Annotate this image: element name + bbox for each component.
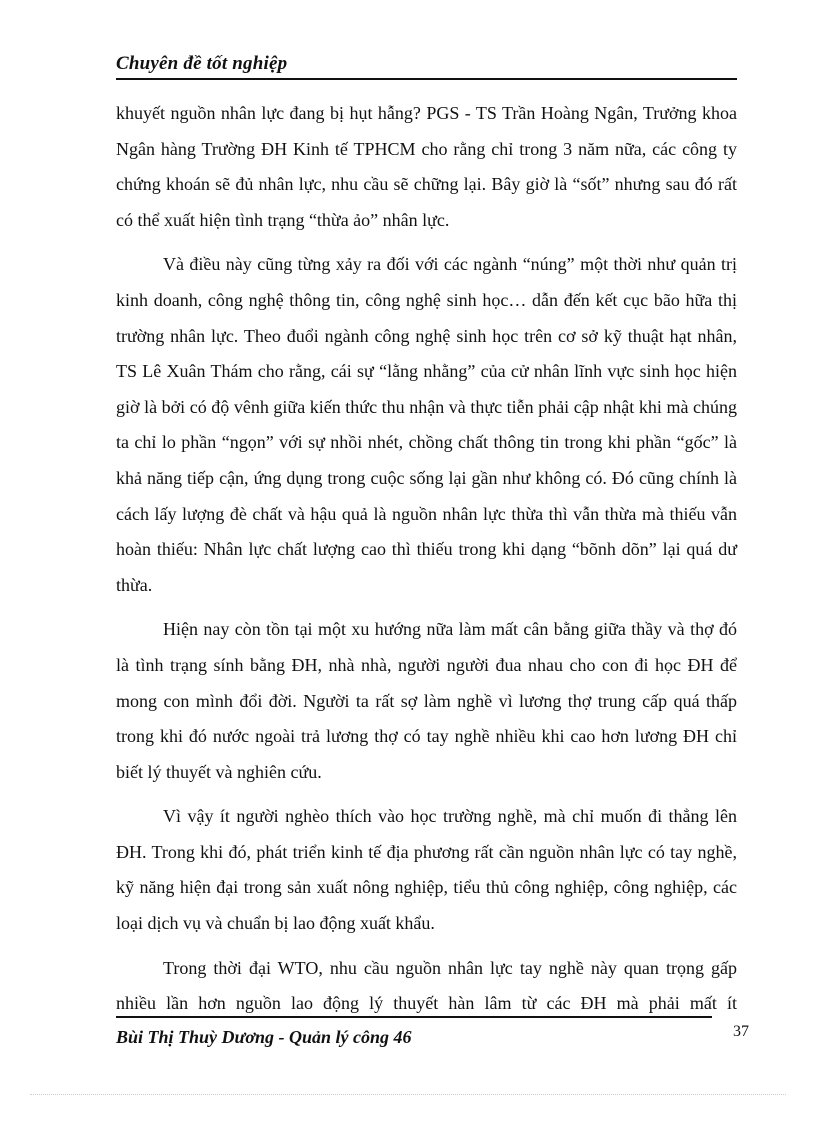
paragraph-4: Vì vậy ít người nghèo thích vào học trường nghề, mà chỉ muốn đi thẳng lên ĐH. Trong khi đó, phát triển kinh tế địa phương rất cần nguồn nhân lực có tay nghề, kỹ năng hiện đại trong sản xuất nông nghiệp, tiểu thủ công nghiệp, công nghiệp, các loại dịch vụ và chuẩn bị lao động xuất khẩu. [116, 806, 737, 934]
paragraph-2: Và điều này cũng từng xảy ra đối với các ngành “núng” một thời như quản trị kinh doanh, công nghệ thông tin, công nghệ sinh học… dẫn đến kết cục bão hữa thị trường nhân lực. Theo đuổi ngành công nghệ sinh học trên cơ sở kỹ thuật hạt nhân, TS Lê Xuân Thám cho rằng, cái sự “lằng nhằng” của cử nhân lĩnh vực sinh học hiện giờ là bởi có độ vênh giữa kiến thức thu nhận và thực tiễn phải cập nhật khi mà chúng ta chỉ lo phần “ngọn” với sự nhồi nhét, chồng chất thông tin trong khi phần “gốc” là khả năng tiếp cận, ứng dụng trong cuộc sống lại gần như không có. Đó cũng chính là cách lấy lượng đè chất và hậu quả là nguồn nhân lực thừa thì vẫn thừa mà thiếu vẫn hoàn thiếu: Nhân lực chất lượng cao thì thiếu trong khi dạng “bõnh dõn” lại quá dư thừa. [116, 254, 737, 595]
paragraph-3: Hiện nay còn tồn tại một xu hướng nữa làm mất cân bằng giữa thầy và thợ đó là tình trạng sính bằng ĐH, nhà nhà, người người đua nhau cho con đi học ĐH để mong con mình đổi đời. Người ta rất sợ làm nghề vì lương thợ trung cấp quá thấp trong khi đó nước ngoài trả lương thợ có tay nghề nhiều khi cao hơn lương ĐH chỉ biết lý thuyết và nghiên cứu. [116, 619, 737, 782]
page-number: 37 [733, 1023, 749, 1040]
paragraph-1: khuyết nguồn nhân lực đang bị hụt hẫng? PGS - TS Trần Hoàng Ngân, Trưởng khoa Ngân hàng Trường ĐH Kinh tế TPHCM cho rằng chỉ trong 3 năm nữa, các công ty chứng khoán sẽ đủ nhân lực, nhu cầu sẽ chững lại. Bây giờ là “sốt” nhưng sau đó rất có thể xuất hiện tình trạng “thừa ảo” nhân lực. [116, 103, 737, 230]
paragraph-5: Trong thời đại WTO, nhu cầu nguồn nhân lực tay nghề này quan trọng gấp nhiều lần hơn nguồn lao động lý thuyết hàn lâm từ các ĐH mà phải mất ít [116, 957, 737, 1014]
body-text [116, 96, 737, 1031]
page-header [116, 52, 737, 76]
footer-author: Bùi Thị Thuỳ Dương - Quản lý công 46 [116, 1027, 412, 1047]
footer-rule [116, 1016, 712, 1018]
header-title: Chuyên đề tốt nghiệp [116, 53, 288, 74]
header-rule [116, 78, 737, 80]
page-bottom-border [30, 1094, 786, 1095]
